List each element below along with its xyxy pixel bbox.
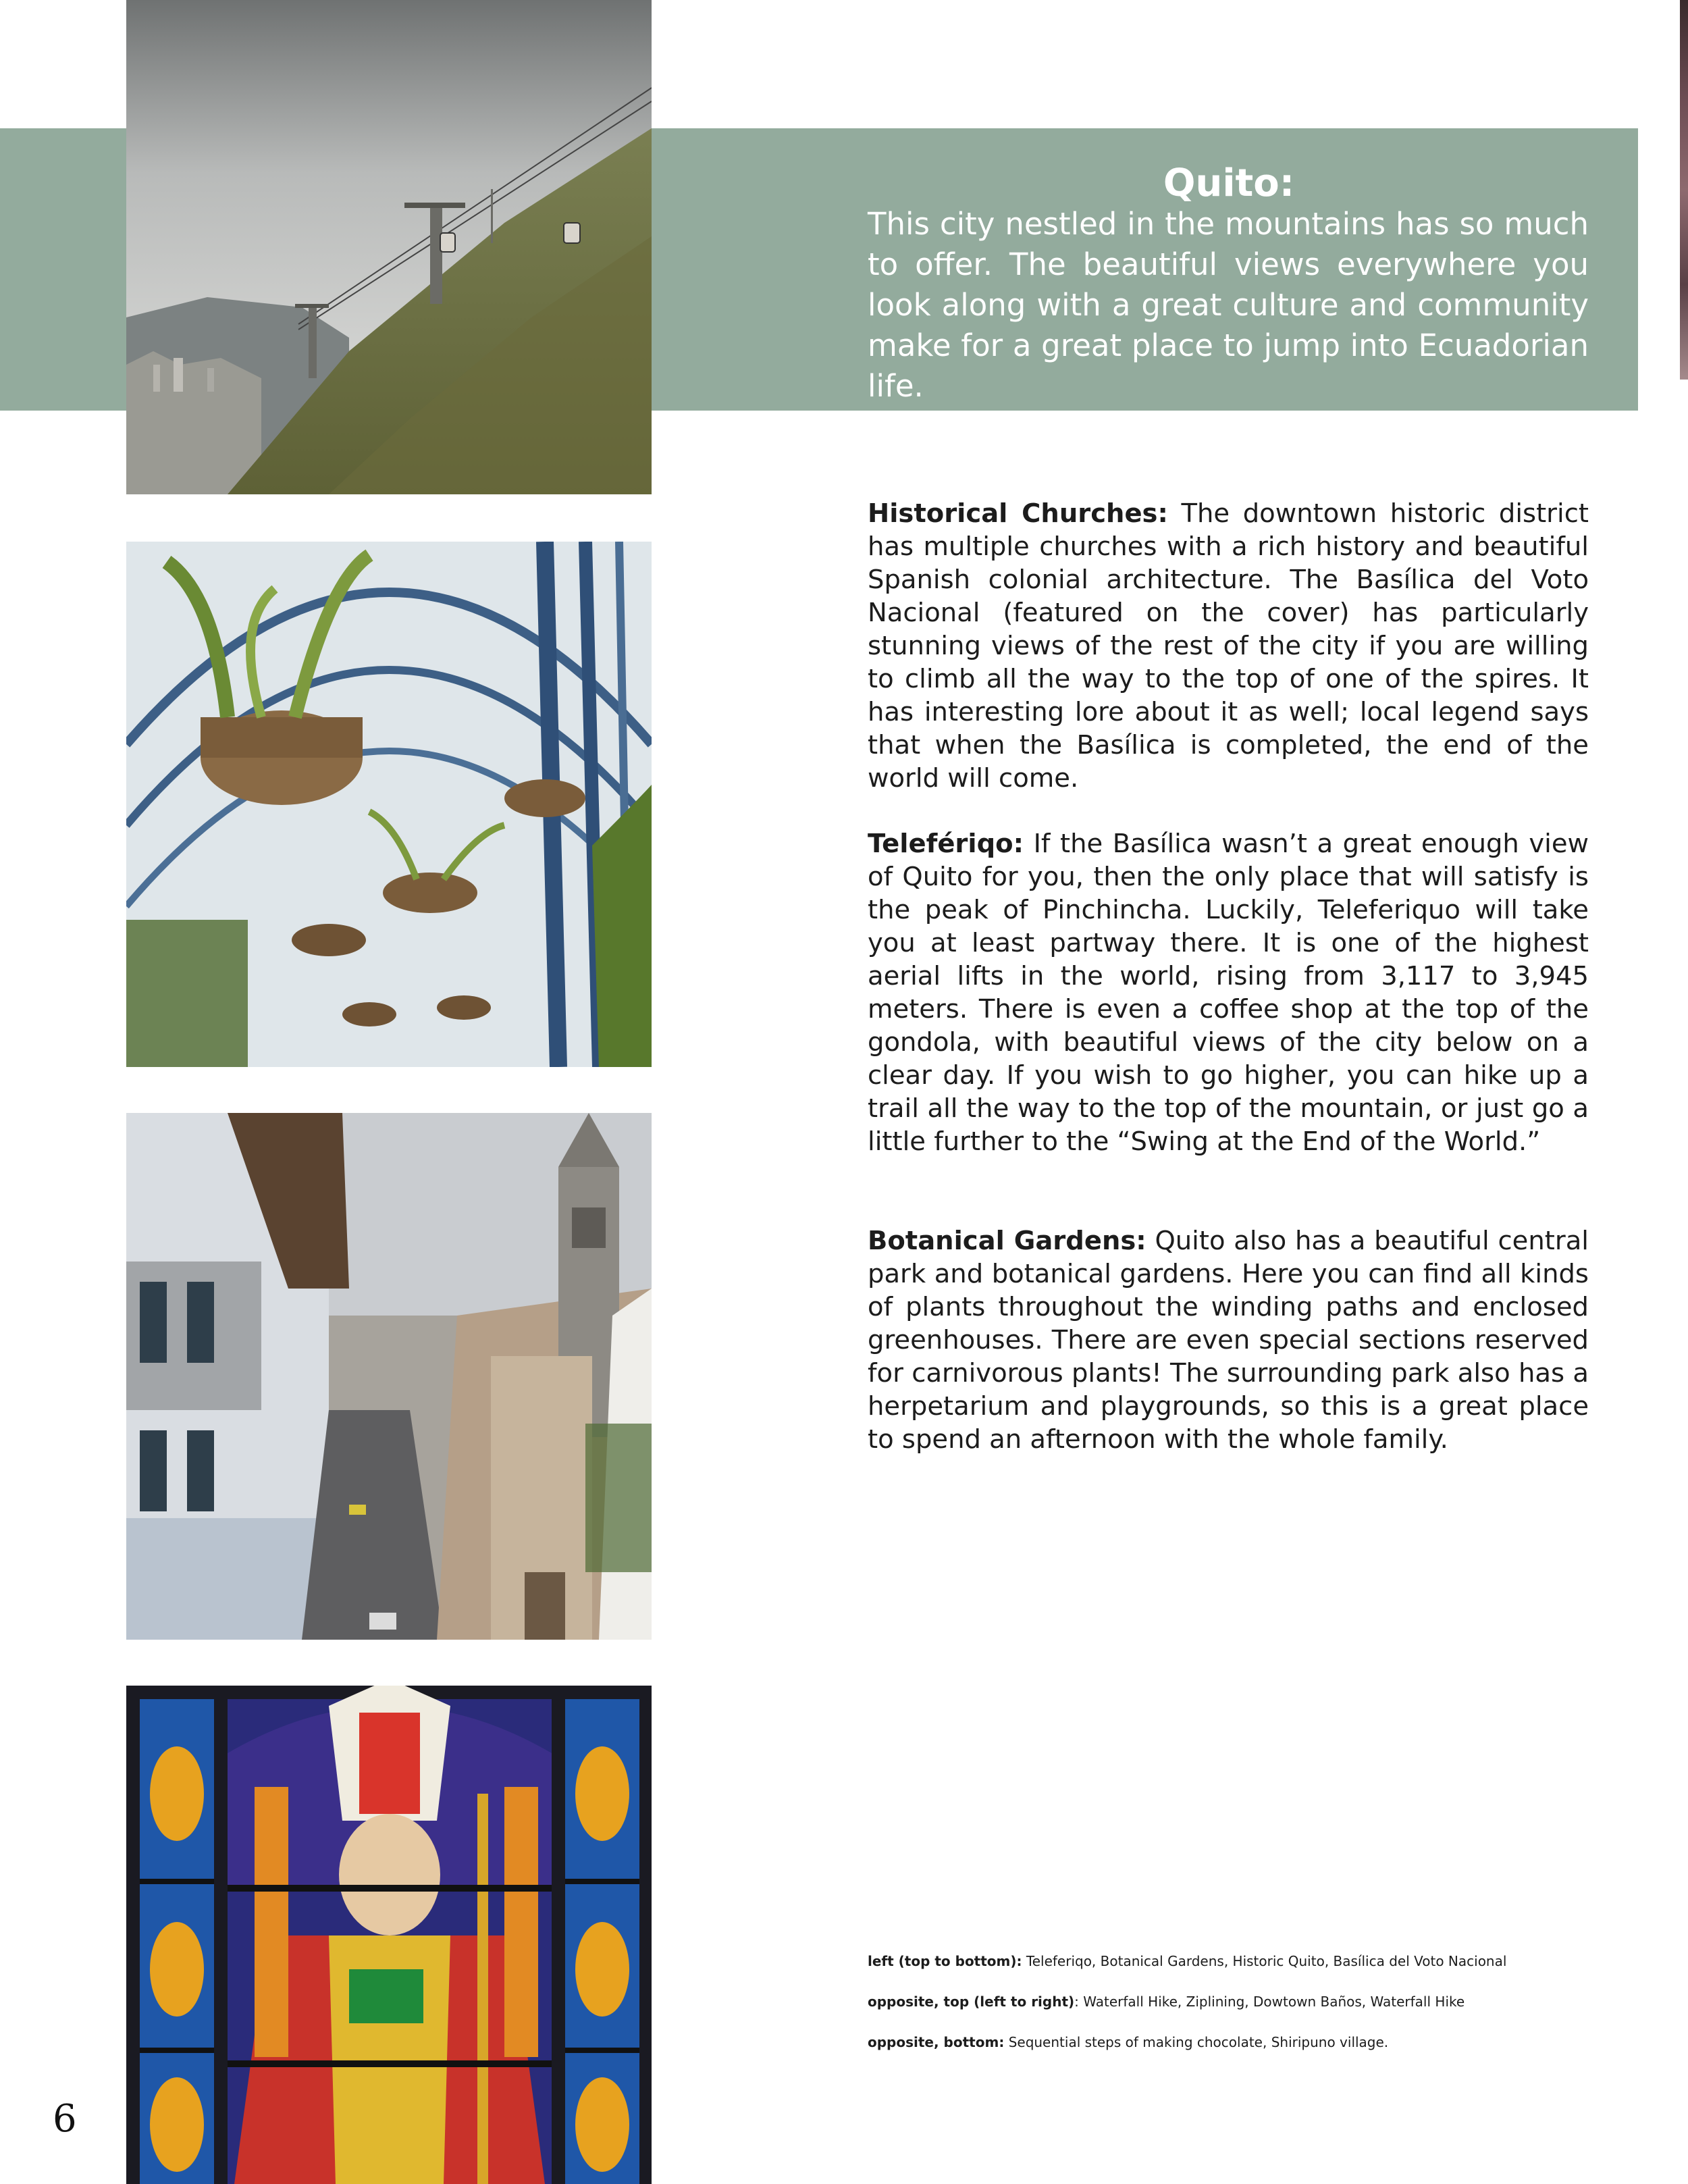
- photo-caption: [868, 1952, 1610, 1971]
- photo-basilica-stained-glass: [126, 1686, 652, 2184]
- photo-historic-quito: [126, 1113, 652, 1640]
- caption-text: Sequential steps of making chocolate, Shiripuno village.: [1008, 2034, 1389, 2050]
- photo-botanical-gardens: [126, 542, 652, 1067]
- caption-text: : Waterfall Hike, Ziplining, Dowtown Baños, Waterfall Hike: [1074, 1994, 1465, 2010]
- photo-teleferiqo: [126, 0, 652, 494]
- page-number: 6: [53, 2097, 77, 2141]
- facing-page-edge: [1680, 0, 1688, 380]
- page-title: Quito:: [1163, 161, 1295, 205]
- intro-paragraph: This city nestled in the mountains has so much to offer. The beautiful views everywhere you look along with a great culture and community make for a great place to jump into Ecuadorian life.: [868, 206, 1589, 404]
- section-heading: Botanical Gardens:: [868, 1226, 1146, 1256]
- caption-text: Teleferiqo, Botanical Gardens, Historic Quito, Basílica del Voto Nacional: [1026, 1953, 1507, 1969]
- section-heading: Historical Churches:: [868, 498, 1168, 529]
- photo-caption: [868, 1992, 1610, 2011]
- photo-caption: [868, 2033, 1610, 2052]
- caption-label: left (top to bottom):: [868, 1953, 1022, 1969]
- section-botanical-gardens: [868, 1224, 1589, 1456]
- section-heading: Telefériqo:: [868, 829, 1024, 859]
- section-teleferiqo: [868, 827, 1589, 1158]
- section-body: The downtown historic district has multiple churches with a rich history and beautiful Spanish colonial architecture. The Basílica del Voto Nacional (featured on the cover) has particularly stunning views of the rest of the city if you are willing to climb all the way to the top of one of the spires. It has interesting lore about it as well; local legend says that when the Basílica is completed, the end of the world will come.: [868, 498, 1589, 794]
- section-historical-churches: [868, 497, 1589, 795]
- section-body: Quito also has a beautiful central park and botanical gardens. Here you can find all kinds of plants throughout the winding paths and enclosed greenhouses. There are even special sections reserved for carnivorous plants! The surrounding park also has a herpetarium and playgrounds, so this is a great place to spend an afternoon with the whole family.: [868, 1226, 1589, 1455]
- caption-label: opposite, bottom:: [868, 2034, 1005, 2050]
- caption-label: opposite, top (left to right): [868, 1994, 1075, 2010]
- section-body: If the Basílica wasn’t a great enough view of Quito for you, then the only place that will satisfy is the peak of Pinchincha. Luckily, Teleferiquo will take you at least partway there. It is one of the highest aerial lifts in the world, rising from 3,117 to 3,945 meters. There is even a coffee shop at the top of the gondola, with beautiful views of the city below on a clear day. If you wish to go higher, you can hike up a trail all the way to the top of the mountain, or just go a little further to the “Swing at the End of the World.”: [868, 829, 1589, 1157]
